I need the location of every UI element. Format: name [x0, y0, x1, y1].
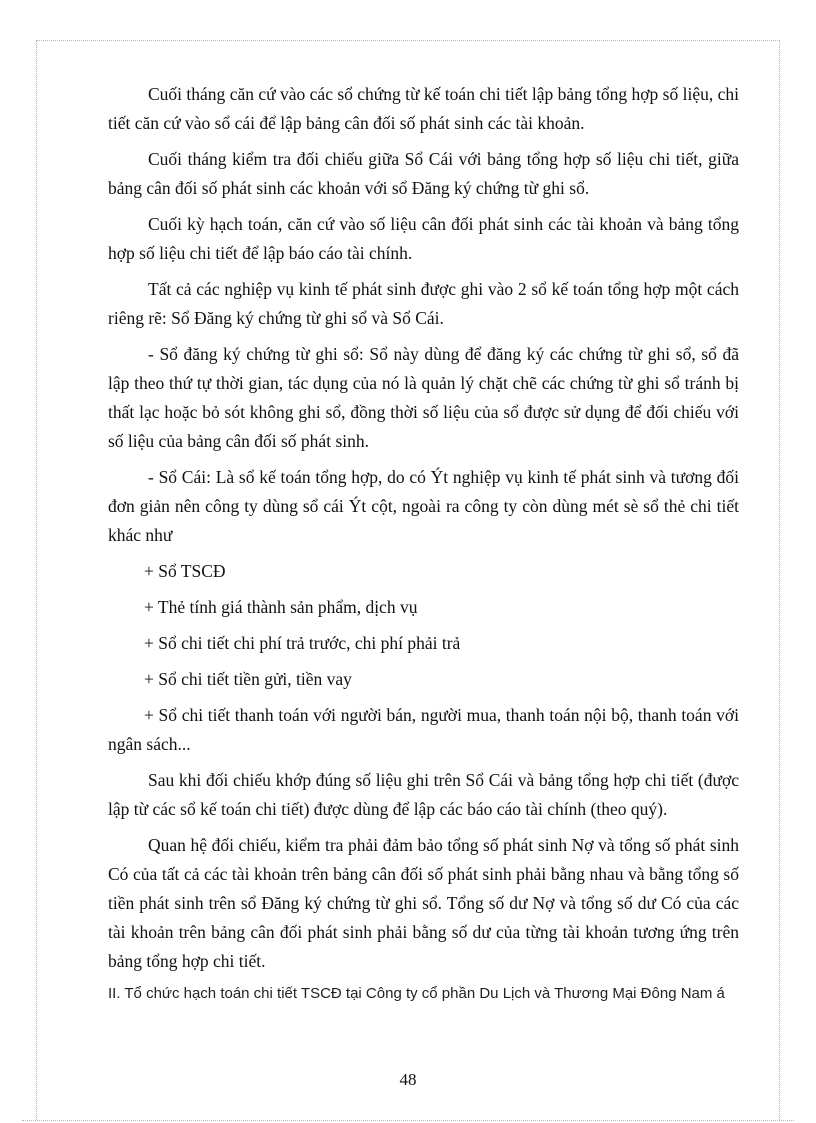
paragraph: Quan hệ đối chiếu, kiểm tra phải đảm bảo tổng số phát sinh Nợ và tổng số phát sinh Có của tất cả các tài khoản trên bảng cân đối số phát sinh phải bằng nhau và bằng tổng số tiền phát sinh trên sổ Đăng ký chứng từ ghi sổ. Tổng số dư Nợ và tổng số dư Có của các tài khoản trên bảng cân đối phát sinh phải bằng số dư của từng tài khoản tương ứng trên bảng tổng hợp chi tiết.	[108, 835, 739, 971]
paragraph: Cuối tháng căn cứ vào các sổ chứng từ kế toán chi tiết lập bảng tổng hợp số liệu, chi tiết căn cứ vào sổ cái để lập bảng cân đối số phát sinh các tài khoản.	[108, 84, 739, 133]
document-body	[108, 80, 739, 1013]
list-item: + Thẻ tính giá thành sản phẩm, dịch vụ	[144, 597, 418, 617]
paragraph: Cuối kỳ hạch toán, căn cứ vào số liệu cân đối phát sinh các tài khoản và bảng tổng hợp số liệu chi tiết để lập báo cáo tài chính.	[108, 214, 739, 263]
list-item: + Sổ chi tiết tiền gửi, tiền vay	[144, 669, 352, 689]
paragraph: Cuối tháng kiểm tra đối chiếu giữa Sổ Cái với bảng tổng hợp số liệu chi tiết, giữa bảng cân đối số phát sinh các khoản với sổ Đăng ký chứng từ ghi sổ.	[108, 149, 739, 198]
page-number: 48	[399, 1070, 417, 1089]
page-border-bottom	[22, 1120, 794, 1121]
paragraph: Tất cả các nghiệp vụ kinh tế phát sinh được ghi vào 2 sổ kế toán tổng hợp một cách riêng rẽ: Sổ Đăng ký chứng từ ghi sổ và Sổ Cái.	[108, 279, 739, 328]
list-item: + Sổ chi tiết thanh toán với người bán, người mua, thanh toán nội bộ, thanh toán với ngân sách...	[108, 705, 739, 754]
list-item: + Sổ chi tiết chi phí trả trước, chi phí phải trả	[144, 633, 461, 653]
list-item: + Sổ TSCĐ	[144, 561, 226, 581]
paragraph: - Sổ đăng ký chứng từ ghi sổ: Sổ này dùng để đăng ký các chứng từ ghi sổ, sổ đã lập theo thứ tự thời gian, tác dụng của nó là quản lý chặt chẽ các chứng từ ghi sổ tránh bị thất lạc hoặc bỏ sót không ghi sổ, đồng thời số liệu của sổ được sử dụng để đối chiếu với số liệu của bảng cân đối số phát sinh.	[108, 344, 739, 451]
paragraph: - Sổ Cái: Là sổ kế toán tổng hợp, do có Ýt nghiệp vụ kinh tế phát sinh và tương đối đơn giản nên công ty dùng sổ cái Ýt cột, ngoài ra công ty còn dùng mét sè sổ thẻ chi tiết khác như	[108, 467, 739, 545]
section-heading: II. Tổ chức hạch toán chi tiết TSCĐ tại Công ty cổ phần Du Lịch và Thương Mại Đông Nam á	[108, 985, 725, 1002]
paragraph: Sau khi đối chiếu khớp đúng số liệu ghi trên Sổ Cái và bảng tổng hợp chi tiết (được lập từ các sổ kế toán chi tiết) được dùng để lập các báo cáo tài chính (theo quý).	[108, 770, 739, 819]
